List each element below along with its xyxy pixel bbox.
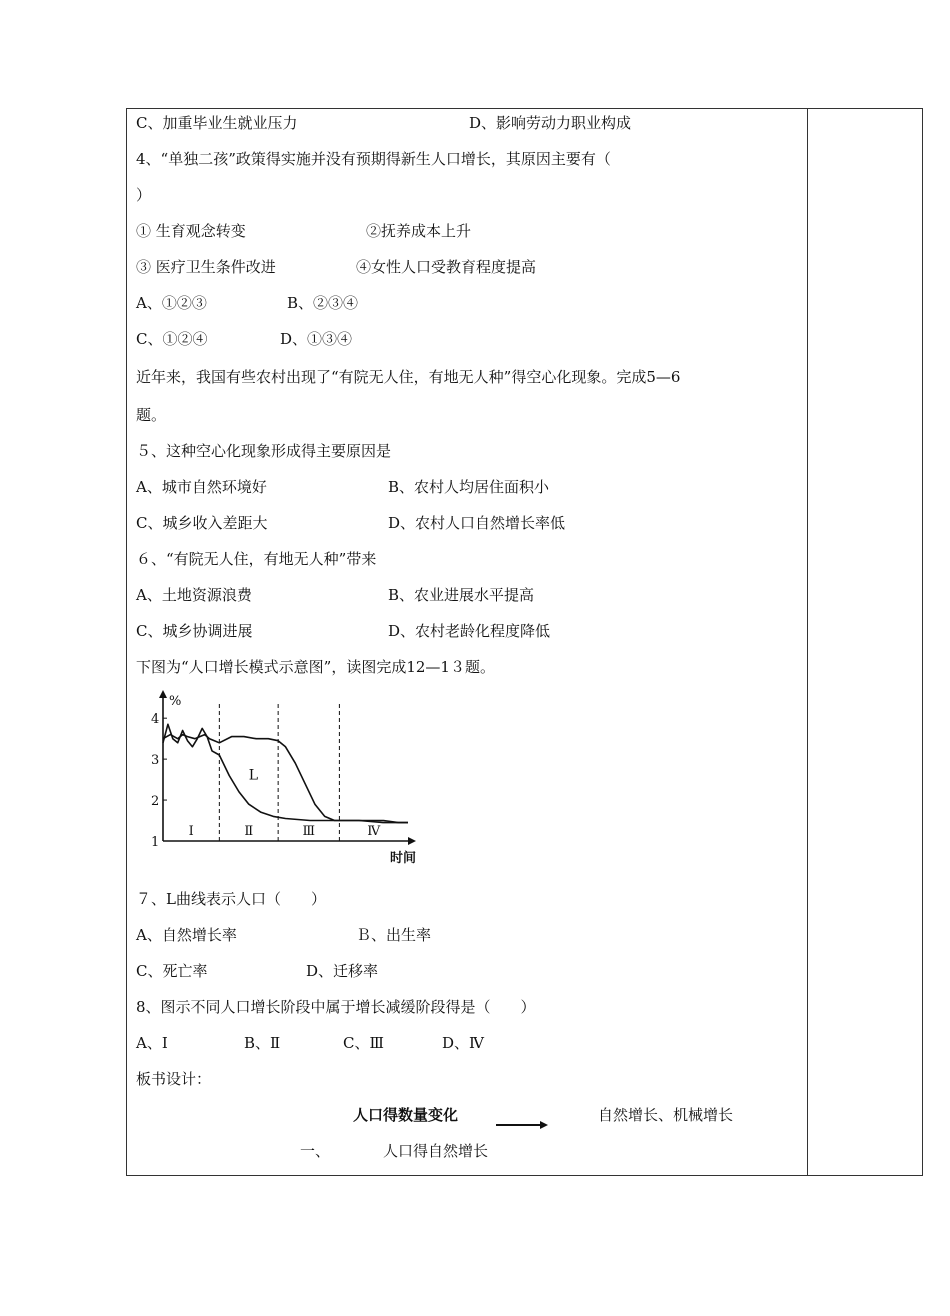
curve-label: L — [248, 767, 259, 784]
stage-label: Ⅳ — [367, 824, 381, 839]
question-text: 8、图示不同人口增长阶段中属于增长减缓阶段得是（ ） — [136, 998, 536, 1016]
option-d: D、①③④ — [280, 330, 353, 348]
question-text: ６、“有院无人住，有地无人种”带来 — [136, 550, 377, 568]
arrow-right-icon — [496, 1120, 548, 1130]
option-b: Ｂ、出生率 — [356, 926, 432, 944]
choice-2: ②抚养成本上升 — [366, 222, 472, 240]
option-c: C、城乡协调进展 — [136, 622, 253, 640]
population-growth-chart — [136, 688, 436, 870]
question-5 — [136, 441, 391, 461]
text-line — [136, 185, 151, 205]
y-tick-label: 3 — [151, 753, 160, 769]
option-c: C、死亡率 — [136, 962, 208, 980]
board-section-number: 一、 — [300, 1142, 331, 1160]
option-c: C、Ⅲ — [343, 1034, 384, 1052]
question-4 — [136, 149, 611, 169]
board-section-title: 人口得自然增长 — [383, 1142, 489, 1160]
board-result: 自然增长、机械增长 — [598, 1106, 734, 1124]
y-tick-label: 2 — [151, 794, 160, 810]
text-line — [136, 405, 166, 425]
chart-intro-text: 下图为“人口增长模式示意图”，读图完成12—1３题。 — [136, 658, 495, 676]
passage-text: 近年来，我国有些农村出现了“有院无人住，有地无人种”得空心化现象。完成5—6 — [136, 368, 681, 386]
question-7 — [136, 889, 326, 909]
option-a: A、Ⅰ — [136, 1034, 168, 1052]
column-divider — [807, 108, 808, 1176]
question-text: ７、L曲线表示人口（ ） — [136, 890, 326, 908]
option-c: C、加重毕业生就业压力 — [136, 114, 298, 132]
option-d: D、迁移率 — [306, 962, 379, 980]
option-b: B、Ⅱ — [244, 1034, 281, 1052]
option-a: A、城市自然环境好 — [136, 478, 267, 496]
board-label-text: 板书设计： — [136, 1070, 212, 1088]
y-tick-label: 1 — [151, 835, 160, 850]
option-d: D、农村人口自然增长率低 — [388, 514, 566, 532]
question-6 — [136, 549, 376, 569]
choice-3: ③ 医疗卫生条件改进 — [136, 258, 276, 276]
passage-text: 题。 — [136, 406, 167, 424]
stage-label: Ⅰ — [188, 824, 194, 839]
y-axis-label: % — [169, 694, 182, 709]
question-8 — [136, 997, 536, 1017]
option-c: C、①②④ — [136, 330, 208, 348]
option-a: A、自然增长率 — [136, 926, 237, 944]
x-axis-arrow — [408, 837, 416, 845]
option-c: C、城乡收入差距大 — [136, 514, 268, 532]
series-line — [163, 735, 408, 823]
passage-intro — [136, 367, 680, 387]
question-text: 4、“单独二孩”政策得实施并没有预期得新生人口增长，其原因主要有（ — [136, 150, 611, 168]
choice-1: ① 生育观念转变 — [136, 222, 246, 240]
stage-label: Ⅱ — [244, 824, 254, 839]
board-design-label — [136, 1069, 211, 1089]
question-text: ） — [136, 186, 152, 204]
question-text: ５、这种空心化现象形成得主要原因是 — [136, 442, 392, 460]
y-tick-label: 4 — [151, 712, 160, 728]
option-b: B、②③④ — [287, 294, 359, 312]
chart-intro — [136, 657, 495, 677]
x-axis-label: 时间 — [390, 851, 417, 866]
option-d: D、影响劳动力职业构成 — [469, 114, 632, 132]
option-d: D、Ⅳ — [442, 1034, 485, 1052]
option-a: A、土地资源浪费 — [136, 586, 252, 604]
board-title: 人口得数量变化 — [353, 1106, 459, 1124]
option-d: D、农村老龄化程度降低 — [388, 622, 551, 640]
y-axis-arrow — [159, 690, 167, 698]
choice-4: ④女性人口受教育程度提高 — [356, 258, 537, 276]
stage-label: Ⅲ — [302, 824, 316, 839]
option-a: A、①②③ — [136, 294, 207, 312]
option-b: B、农业进展水平提高 — [388, 586, 535, 604]
option-b: B、农村人均居住面积小 — [388, 478, 550, 496]
series-line — [163, 724, 408, 822]
